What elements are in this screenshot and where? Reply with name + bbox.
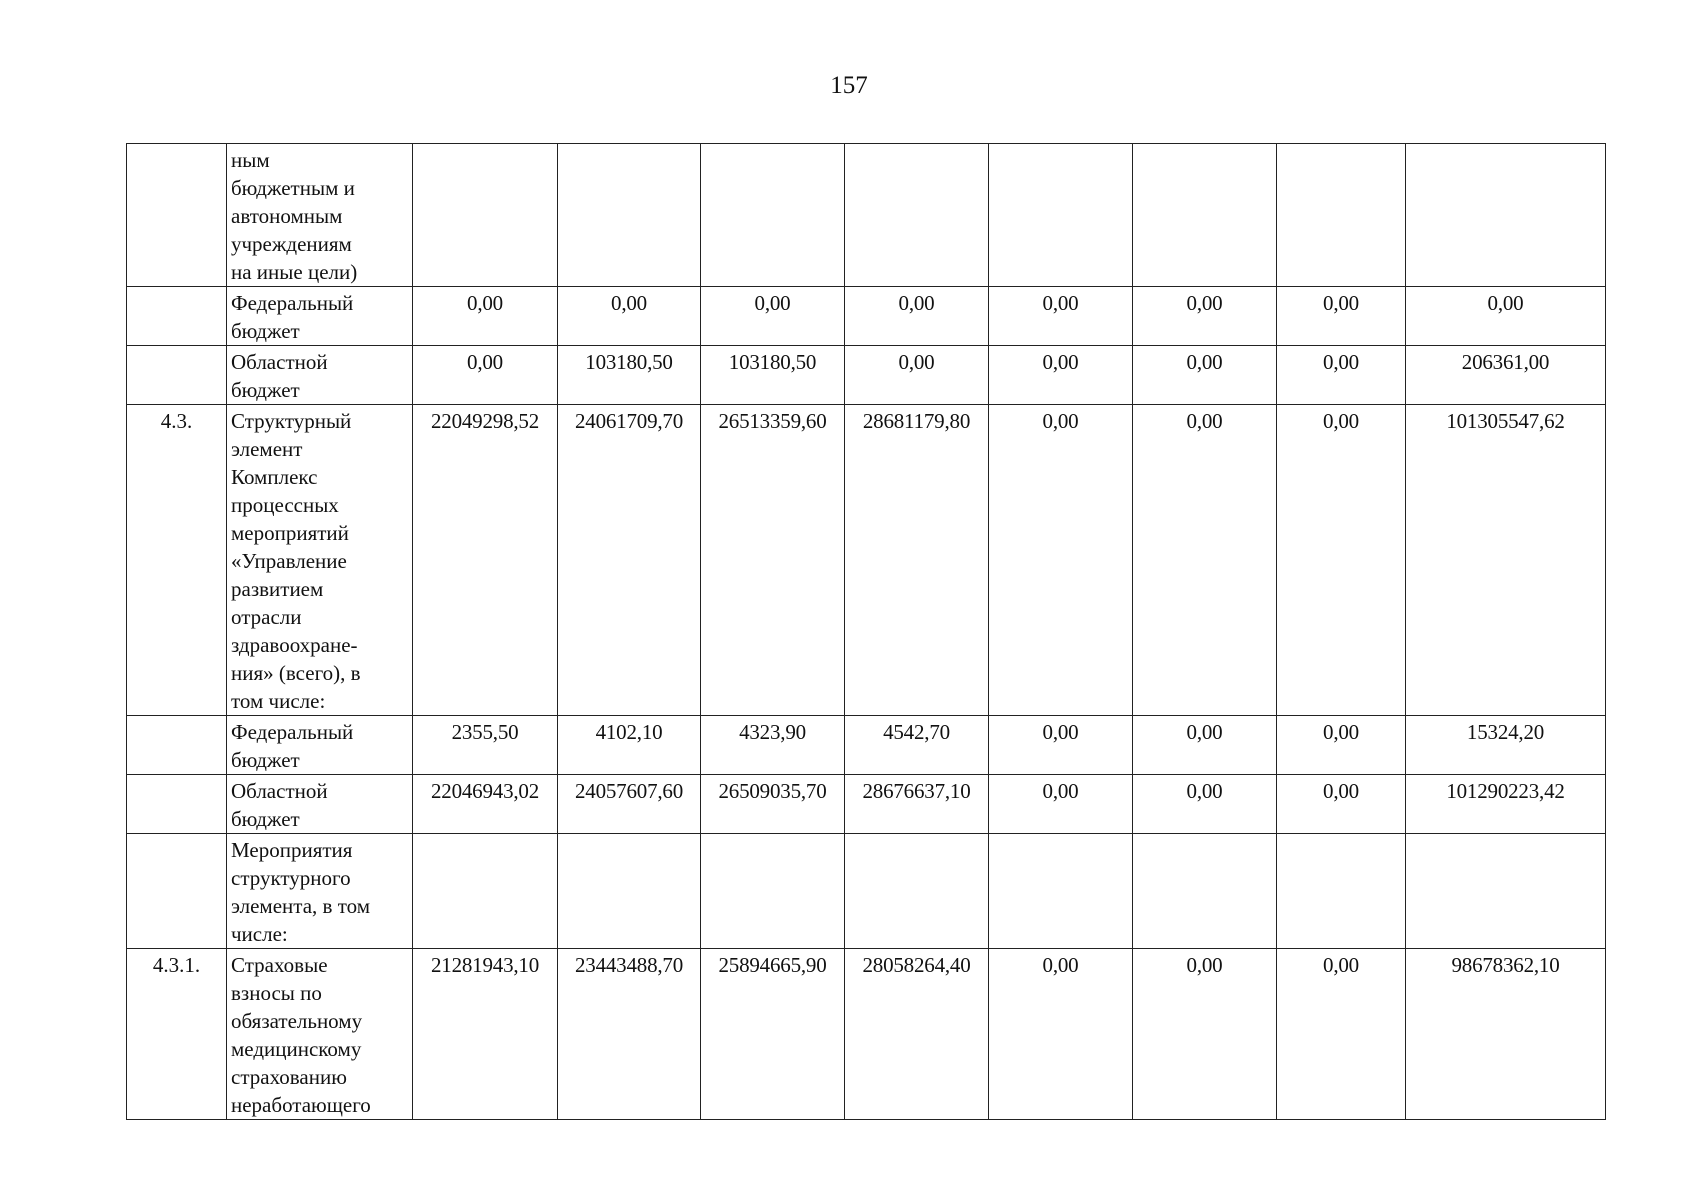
value-cell: 25894665,90 bbox=[701, 949, 845, 1120]
value-cell: 4542,70 bbox=[845, 716, 989, 775]
value-cell: 0,00 bbox=[845, 346, 989, 405]
table-row bbox=[127, 287, 1606, 346]
value-cell: 22049298,52 bbox=[413, 405, 558, 716]
page-number: 157 bbox=[830, 72, 868, 99]
value-cell: 0,00 bbox=[1277, 716, 1406, 775]
value-cell bbox=[413, 144, 558, 287]
value-cell: 0,00 bbox=[989, 949, 1133, 1120]
value-cell: 24057607,60 bbox=[558, 775, 701, 834]
value-cell: 0,00 bbox=[989, 287, 1133, 346]
row-name-cell bbox=[227, 287, 413, 346]
value-cell: 22046943,02 bbox=[413, 775, 558, 834]
value-cell bbox=[989, 834, 1133, 949]
value-cell: 28676637,10 bbox=[845, 775, 989, 834]
value-cell bbox=[989, 144, 1133, 287]
row-name-cell bbox=[227, 949, 413, 1120]
value-cell: 4102,10 bbox=[558, 716, 701, 775]
value-cell: 2355,50 bbox=[413, 716, 558, 775]
table-row bbox=[127, 405, 1606, 716]
value-cell: 4323,90 bbox=[701, 716, 845, 775]
row-number bbox=[127, 775, 227, 834]
value-cell: 0,00 bbox=[1133, 949, 1277, 1120]
value-cell: 206361,00 bbox=[1406, 346, 1606, 405]
value-cell: 0,00 bbox=[1133, 716, 1277, 775]
row-name-cell bbox=[227, 346, 413, 405]
value-cell: 0,00 bbox=[1133, 405, 1277, 716]
row-number bbox=[127, 716, 227, 775]
value-cell: 0,00 bbox=[1277, 949, 1406, 1120]
value-cell bbox=[1406, 834, 1606, 949]
table-row bbox=[127, 144, 1606, 287]
table-row bbox=[127, 775, 1606, 834]
table-body bbox=[127, 144, 1606, 1120]
value-cell: 23443488,70 bbox=[558, 949, 701, 1120]
value-cell bbox=[1406, 144, 1606, 287]
value-cell: 0,00 bbox=[989, 346, 1133, 405]
row-name: Структурный элемент Комплекс процессных мероприятий «Управление развитием отрасли здравоохране- ния» (всего), в том числе: bbox=[231, 409, 361, 713]
table-row bbox=[127, 716, 1606, 775]
row-name: Областной бюджет bbox=[231, 350, 328, 402]
value-cell: 0,00 bbox=[558, 287, 701, 346]
budget-table bbox=[126, 143, 1606, 1120]
row-name: Федеральный бюджет bbox=[231, 720, 354, 772]
value-cell: 15324,20 bbox=[1406, 716, 1606, 775]
value-cell bbox=[1277, 144, 1406, 287]
row-name-cell bbox=[227, 834, 413, 949]
value-cell: 0,00 bbox=[1277, 287, 1406, 346]
value-cell bbox=[413, 834, 558, 949]
value-cell bbox=[701, 834, 845, 949]
value-cell: 103180,50 bbox=[701, 346, 845, 405]
value-cell bbox=[845, 144, 989, 287]
value-cell bbox=[1277, 834, 1406, 949]
table-row bbox=[127, 834, 1606, 949]
value-cell: 26513359,60 bbox=[701, 405, 845, 716]
row-number bbox=[127, 346, 227, 405]
table-row bbox=[127, 949, 1606, 1120]
table-row bbox=[127, 346, 1606, 405]
row-name: Областной бюджет bbox=[231, 779, 328, 831]
row-name-cell bbox=[227, 775, 413, 834]
row-name: Федеральный бюджет bbox=[231, 291, 354, 343]
value-cell bbox=[845, 834, 989, 949]
row-name: Страховые взносы по обязательному медицинскому страхованию неработающего bbox=[231, 953, 371, 1117]
value-cell: 103180,50 bbox=[558, 346, 701, 405]
value-cell: 0,00 bbox=[845, 287, 989, 346]
row-number bbox=[127, 287, 227, 346]
value-cell: 0,00 bbox=[413, 346, 558, 405]
value-cell: 0,00 bbox=[1277, 775, 1406, 834]
row-name-cell bbox=[227, 405, 413, 716]
row-name: Мероприятия структурного элемента, в том числе: bbox=[231, 838, 370, 946]
value-cell: 0,00 bbox=[1277, 405, 1406, 716]
value-cell: 0,00 bbox=[1277, 346, 1406, 405]
value-cell: 0,00 bbox=[989, 405, 1133, 716]
row-name-cell bbox=[227, 716, 413, 775]
value-cell bbox=[1133, 144, 1277, 287]
value-cell: 21281943,10 bbox=[413, 949, 558, 1120]
row-number: 4.3.1. bbox=[127, 949, 227, 1120]
value-cell: 24061709,70 bbox=[558, 405, 701, 716]
value-cell: 101290223,42 bbox=[1406, 775, 1606, 834]
value-cell: 28058264,40 bbox=[845, 949, 989, 1120]
value-cell: 26509035,70 bbox=[701, 775, 845, 834]
value-cell: 0,00 bbox=[1133, 775, 1277, 834]
value-cell bbox=[558, 834, 701, 949]
value-cell: 98678362,10 bbox=[1406, 949, 1606, 1120]
row-name-cell bbox=[227, 144, 413, 287]
row-number bbox=[127, 144, 227, 287]
value-cell: 0,00 bbox=[1406, 287, 1606, 346]
row-number bbox=[127, 834, 227, 949]
value-cell bbox=[701, 144, 845, 287]
row-number: 4.3. bbox=[127, 405, 227, 716]
value-cell: 0,00 bbox=[989, 716, 1133, 775]
value-cell bbox=[1133, 834, 1277, 949]
value-cell: 0,00 bbox=[701, 287, 845, 346]
value-cell: 0,00 bbox=[413, 287, 558, 346]
value-cell: 28681179,80 bbox=[845, 405, 989, 716]
value-cell: 101305547,62 bbox=[1406, 405, 1606, 716]
row-name: ным бюджетным и автономным учреждениям на иные цели) bbox=[231, 148, 358, 284]
value-cell: 0,00 bbox=[989, 775, 1133, 834]
value-cell bbox=[558, 144, 701, 287]
value-cell: 0,00 bbox=[1133, 346, 1277, 405]
value-cell: 0,00 bbox=[1133, 287, 1277, 346]
